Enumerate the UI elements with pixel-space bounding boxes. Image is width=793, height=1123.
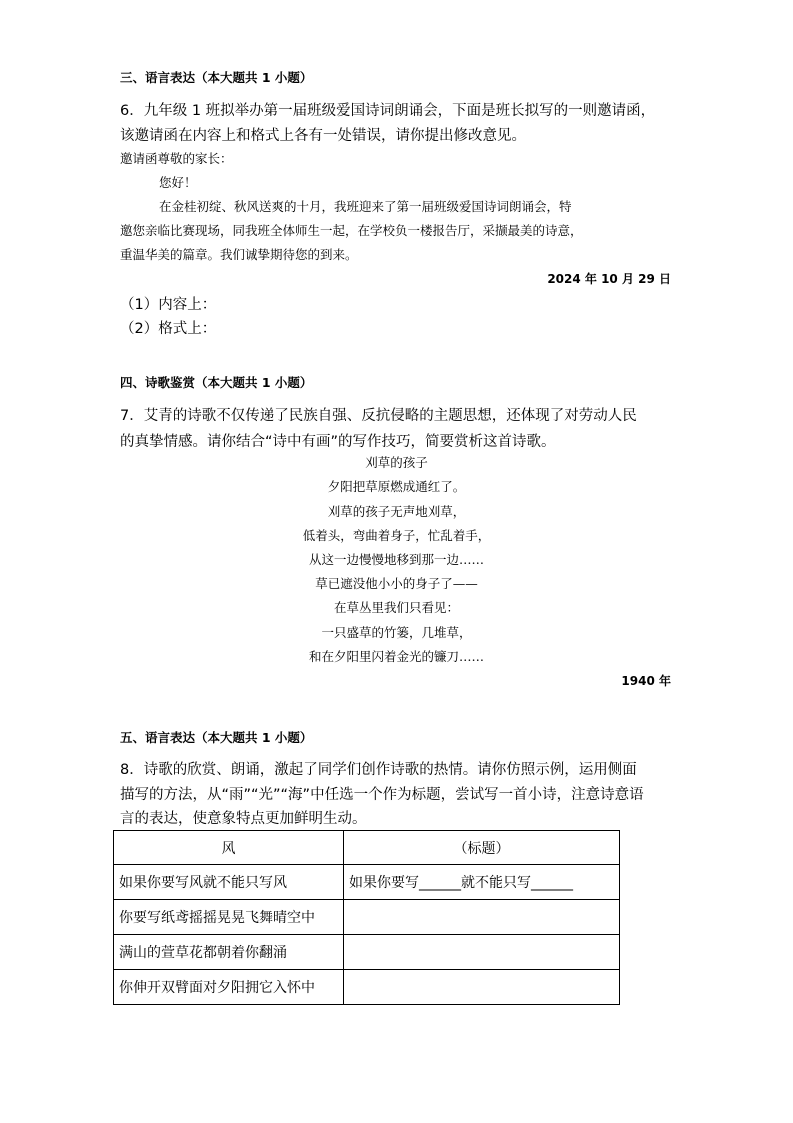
- letter-body-line3: 重温华美的篇章。我们诚挚期待您的到来。: [120, 247, 358, 262]
- q7-line2: 的真挚情感。请你结合“诗中有画”的写作技巧，简要赏析这首诗歌。: [120, 434, 556, 450]
- poem-line: 和在夕阳里闪着金光的镰刀……: [308, 649, 484, 664]
- table-header-right: （标题）: [344, 831, 620, 865]
- table-cell-answer[interactable]: 如果你要写______就不能只写______: [344, 865, 620, 900]
- table-cell-answer[interactable]: [344, 935, 620, 970]
- section5-heading: 五、语言表达（本大题共 1 小题）: [120, 730, 313, 745]
- poem-line: 夕阳把草原燃成通红了。: [327, 479, 466, 494]
- answer-format: （2）格式上：: [120, 321, 217, 337]
- table-header-left: 风: [114, 831, 344, 865]
- poem-line: 一只盛草的竹篓，几堆草，: [321, 625, 472, 640]
- poem-writing-table: [113, 830, 620, 1005]
- table-cell-example: 你伸开双臂面对夕阳拥它入怀中: [114, 970, 344, 1005]
- table-row: [114, 935, 620, 970]
- q6-line1: 6．九年级 1 班拟举办第一届班级爱国诗词朗诵会，下面是班长拟写的一则邀请函，: [120, 103, 656, 119]
- letter-salutation: 邀请函尊敬的家长：: [120, 151, 233, 166]
- q8-line1: 8．诗歌的欣赏、朗诵，激起了同学们创作诗歌的热情。请你仿照示例，运用侧面: [120, 762, 637, 778]
- table-row: [114, 900, 620, 935]
- table-cell-example: 你要写纸鸢摇摇晃晃飞舞晴空中: [114, 900, 344, 935]
- letter-body-line2: 邀您亲临比赛现场，同我班全体师生一起，在学校负一楼报告厅，采撷最美的诗意，: [120, 223, 583, 238]
- poem-line: 低着头，弯曲着身子，忙乱着手，: [302, 528, 491, 543]
- poem-title: 刈草的孩子: [365, 455, 428, 470]
- poem-year: 1940 年: [621, 674, 671, 688]
- letter-body-line1: 在金桂初绽、秋风送爽的十月，我班迎来了第一届班级爱国诗词朗诵会，特: [159, 199, 572, 214]
- q8-line3: 言的表达，使意象特点更加鲜明生动。: [120, 811, 367, 827]
- section3-heading: 三、语言表达（本大题共 1 小题）: [120, 70, 313, 85]
- table-cell-example: 满山的萱草花都朝着你翻涌: [114, 935, 344, 970]
- poem-line: 刈草的孩子无声地刈草，: [327, 504, 466, 519]
- section4-heading: 四、诗歌鉴赏（本大题共 1 小题）: [120, 375, 313, 390]
- table-cell-answer[interactable]: [344, 900, 620, 935]
- table-cell-answer[interactable]: [344, 970, 620, 1005]
- q8-line2: 描写的方法，从“雨”“光”“海”中任选一个作为标题，尝试写一首小诗，注意诗意语: [120, 787, 644, 803]
- poem-line: 草已遮没他小小的身子了——: [315, 576, 478, 591]
- poem-line: 在草丛里我们只看见：: [333, 600, 459, 615]
- answer-content: （1）内容上：: [120, 297, 217, 313]
- table-header-row: [114, 831, 620, 865]
- letter-date: 2024 年 10 月 29 日: [547, 272, 671, 286]
- poem-line: 从这一边慢慢地移到那一边……: [308, 552, 484, 567]
- table-cell-example: 如果你要写风就不能只写风: [114, 865, 344, 900]
- letter-greeting: 您好！: [159, 175, 197, 190]
- table-row: [114, 970, 620, 1005]
- q7-line1: 7．艾青的诗歌不仅传递了民族自强、反抗侵略的主题思想，还体现了对劳动人民: [120, 408, 637, 424]
- q6-line2: 该邀请函在内容上和格式上各有一处错误，请你提出修改意见。: [120, 128, 526, 144]
- table-row: [114, 865, 620, 900]
